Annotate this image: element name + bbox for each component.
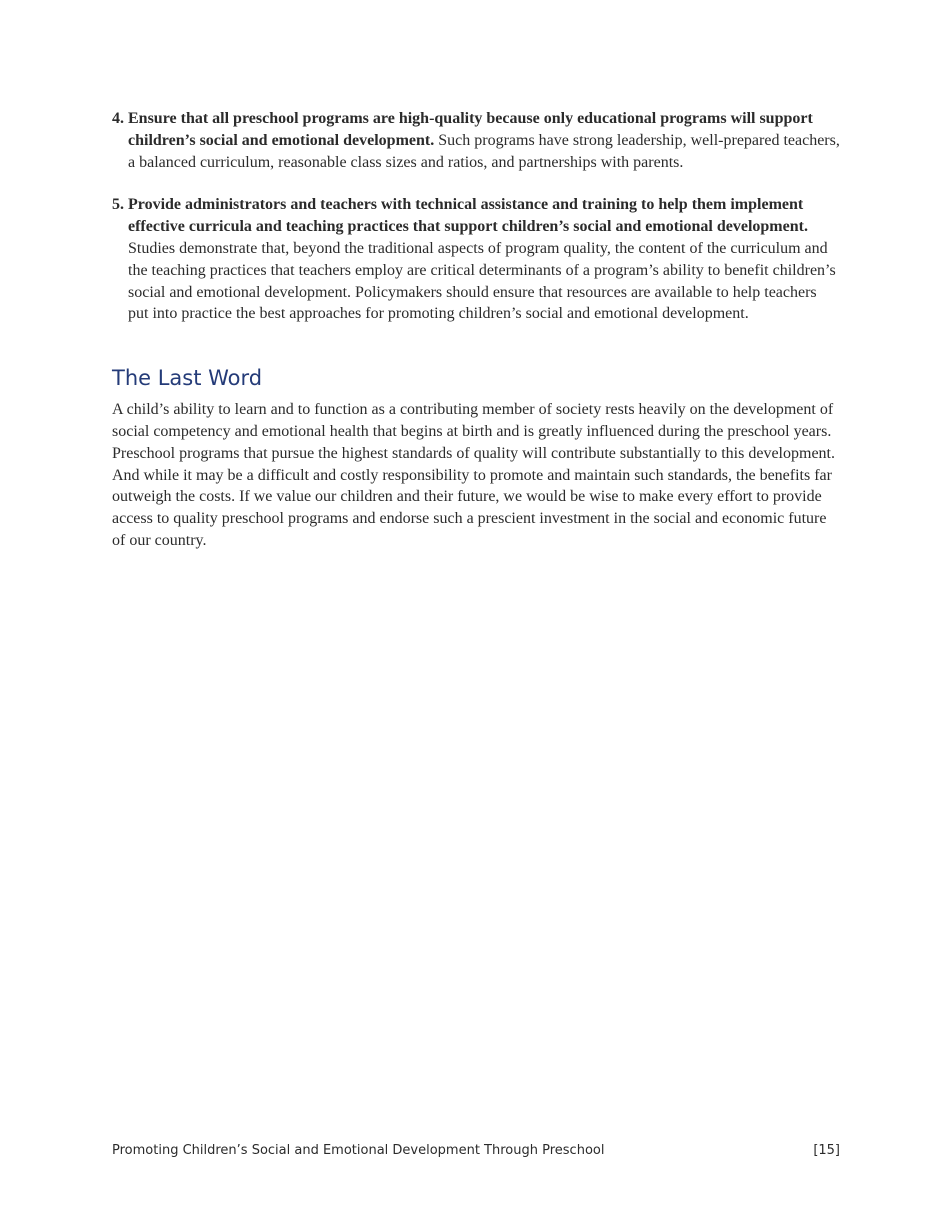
item-lead: Ensure that all preschool programs are high-quality because only educational programs will support children’s social and emotional development. xyxy=(128,110,813,149)
item-text: Such programs have strong leadership, well-prepared teachers, a balanced curriculum, reasonable class sizes and ratios, and partnerships with parents. xyxy=(128,131,840,171)
page-number: [15] xyxy=(813,1143,840,1158)
item-number: 5. xyxy=(112,196,124,214)
section-body: A child’s ability to learn and to function as a contributing member of society rests heavily on the development of social competency and emotional health that begins at birth and is greatly influenced during the preschool years. Preschool programs that pursue the highest standards of quality will contribute substantially to this development. And while it may be a difficult and costly responsibility to promote and maintain such standards, the benefits far outweigh the costs. If we value our children and their future, we would be wise to make every effort to provide access to quality preschool programs and endorse such a prescient investment in the social and economic future of our country. xyxy=(112,401,835,549)
item-text: Studies demonstrate that, beyond the traditional aspects of program quality, the content of the curriculum and the teaching practices that teachers employ are critical determinants of a program’s ability to benefit children’s social and emotional development. Policymakers should ensure that resources are available to help teachers put into practice the best approaches for promoting children’s social and emotional development. xyxy=(128,239,836,323)
list-item xyxy=(112,108,840,173)
page-footer xyxy=(112,1142,840,1160)
recommendations-list xyxy=(112,108,840,325)
item-lead: Provide administrators and teachers with technical assistance and training to help them implement effective curricula and teaching practices that support children’s social and emotional development. xyxy=(128,196,808,236)
item-number: 4. xyxy=(112,110,124,127)
page-content xyxy=(112,108,840,552)
list-item xyxy=(112,194,840,325)
footer-title: Promoting Children’s Social and Emotional Development Through Preschool xyxy=(112,1143,605,1158)
section-heading: The Last Word xyxy=(112,366,263,391)
